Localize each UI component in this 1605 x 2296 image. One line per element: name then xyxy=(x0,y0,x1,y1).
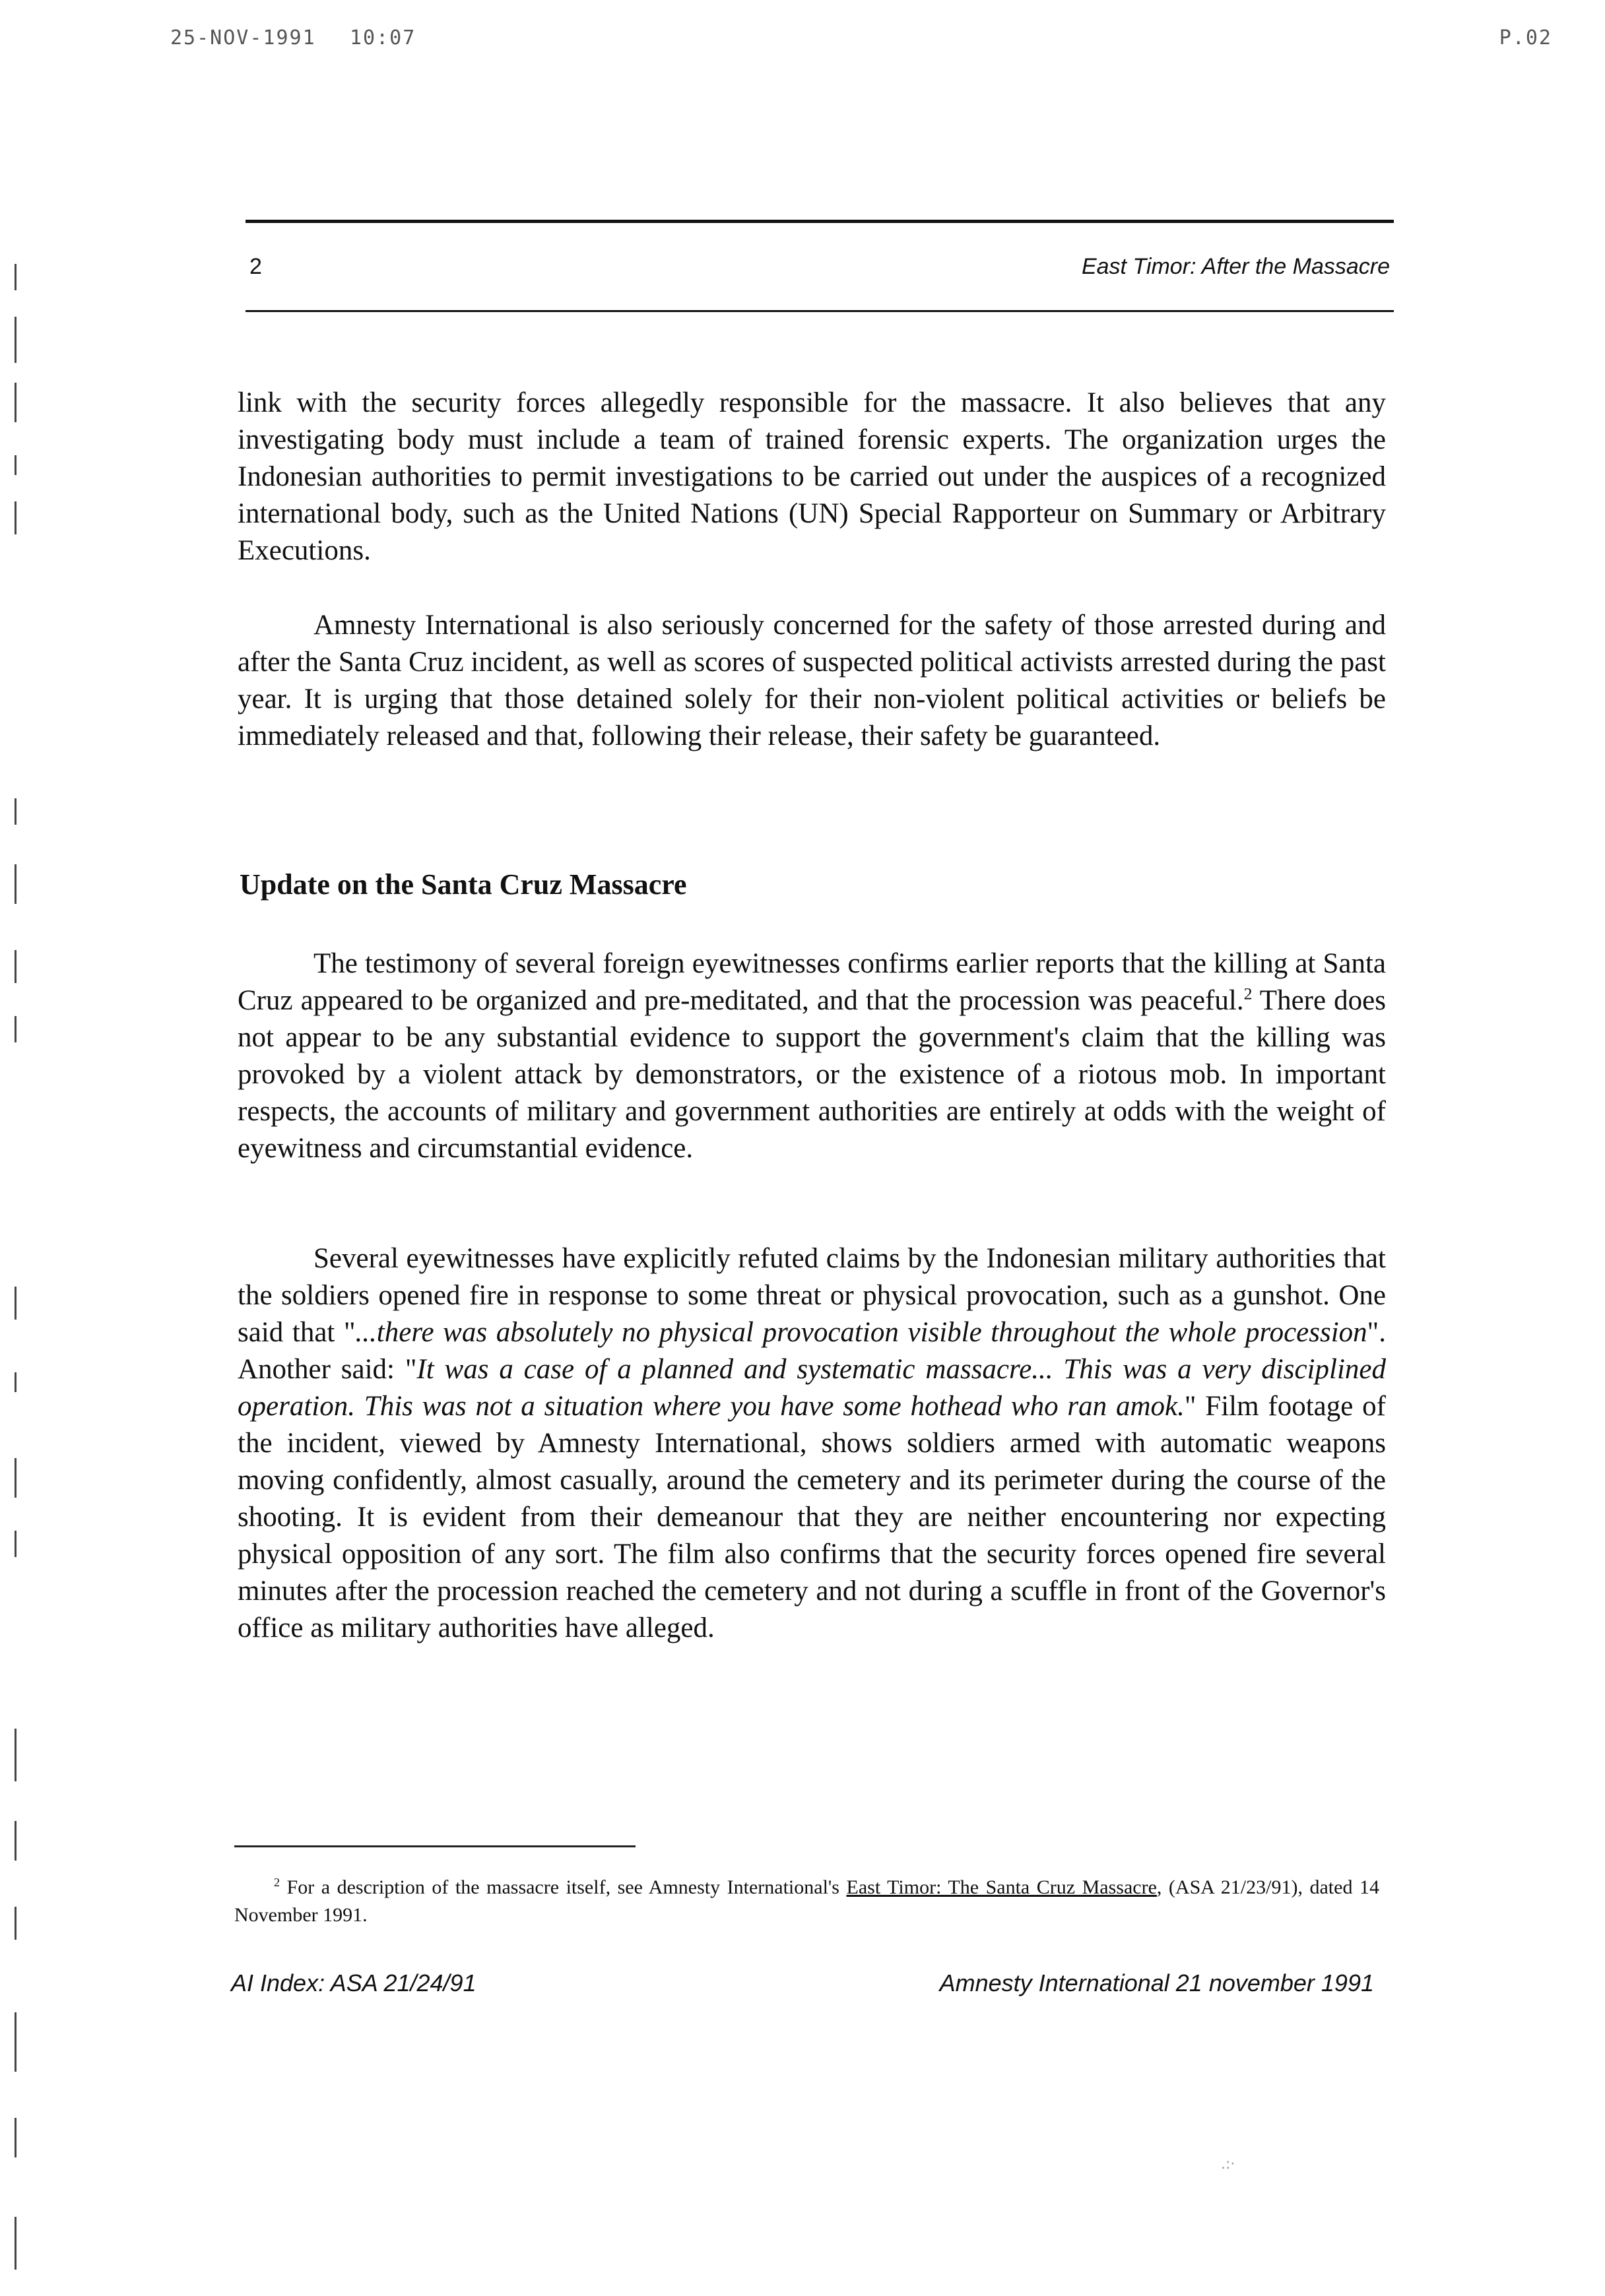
scan-margin-marks xyxy=(9,40,25,2283)
paragraph-4-text-b: ". Another said: " xyxy=(238,1317,1386,1385)
footnote-reference: 2 xyxy=(1243,984,1253,1004)
scan-speck: .:· xyxy=(1221,2156,1235,2173)
paragraph-3 xyxy=(238,945,1386,1167)
footnote xyxy=(234,1874,1379,1929)
footer-index: AI Index: ASA 21/24/91 xyxy=(231,1969,476,1996)
fax-date: 25-NOV-1991 xyxy=(170,26,316,49)
paragraph-4-text-c: " Film footage of the incident, viewed by Amnesty International, shows soldiers armed with automatic weapons moving confidently, almost casually, around the cemetery and its perimeter during the course of the shooting. It is evident from their demeanour that they are neither encountering nor expecting physical opposition of any sort. The film also confirms that the security forces opened fire several minutes after the procession reached the cemetery and not during a scuffle in front of the Governor's office as military authorities have alleged. xyxy=(238,1391,1386,1643)
quote-2: It was a case of a planned and systematic massacre... This was a very disciplined operation. This was not a situation where you have some hothead who ran amok. xyxy=(238,1354,1386,1422)
footnote-text-a: For a description of the massacre itself, see Amnesty International's xyxy=(286,1876,847,1898)
page-number: 2 xyxy=(249,254,262,279)
paragraph-3-text-a: The testimony of several foreign eyewitnesses confirms earlier reports that the killing at Santa Cruz appeared to be organized and pre-meditated, and that the procession was peaceful. xyxy=(238,948,1386,1016)
footnote-number: 2 xyxy=(274,1876,280,1889)
paragraph-2: Amnesty International is also seriously concerned for the safety of those arrested during and after the Santa Cruz incident, as well as scores of suspected political activists arrested during the past year. It is urging that those detained solely for their non-violent political activities or beliefs be immediately released and that, following their release, their safety be guaranteed. xyxy=(238,610,1386,751)
fax-page-number: P.02 xyxy=(1499,26,1552,49)
footer-publisher-date: Amnesty International 21 november 1991 xyxy=(939,1969,1374,1996)
quote-1: ...there was absolutely no physical provocation visible throughout the whole procession xyxy=(355,1317,1367,1348)
fax-time: 10:07 xyxy=(350,26,416,49)
footnote-text-b: , (ASA 21/23/91), dated 14 November 1991. xyxy=(234,1876,1379,1926)
running-head-rule xyxy=(246,310,1394,312)
header-rule xyxy=(246,220,1394,223)
paragraph-4-text-a: Several eyewitnesses have explicitly refuted claims by the Indonesian military authorities that the soldiers opened fire in response to some threat or physical provocation, such as a gunshot. One said that " xyxy=(238,1243,1386,1348)
running-title: East Timor: After the Massacre xyxy=(1081,254,1390,279)
paragraph-3-text-b: There does not appear to be any substantial evidence to support the government's claim that the killing was provoked by a violent attack by demonstrators, or the existence of a riotous mob. In important respects, the accounts of military and government authorities are entirely at odds with the weight of eyewitness and circumstantial evidence. xyxy=(238,985,1386,1164)
footnote-ref-title: East Timor: The Santa Cruz Massacre xyxy=(846,1876,1157,1898)
paragraph-1: link with the security forces allegedly responsible for the massacre. It also believes that any investigating body must include a team of trained forensic experts. The organization urges the Indonesian authorities to permit investigations to be carried out under the auspices of a recognized international body, such as the United Nations (UN) Special Rapporteur on Summary or Arbitrary Executions. xyxy=(238,387,1386,566)
paragraph-4 xyxy=(238,1240,1386,1647)
section-heading: Update on the Santa Cruz Massacre xyxy=(240,868,687,901)
footnote-rule xyxy=(234,1845,636,1847)
